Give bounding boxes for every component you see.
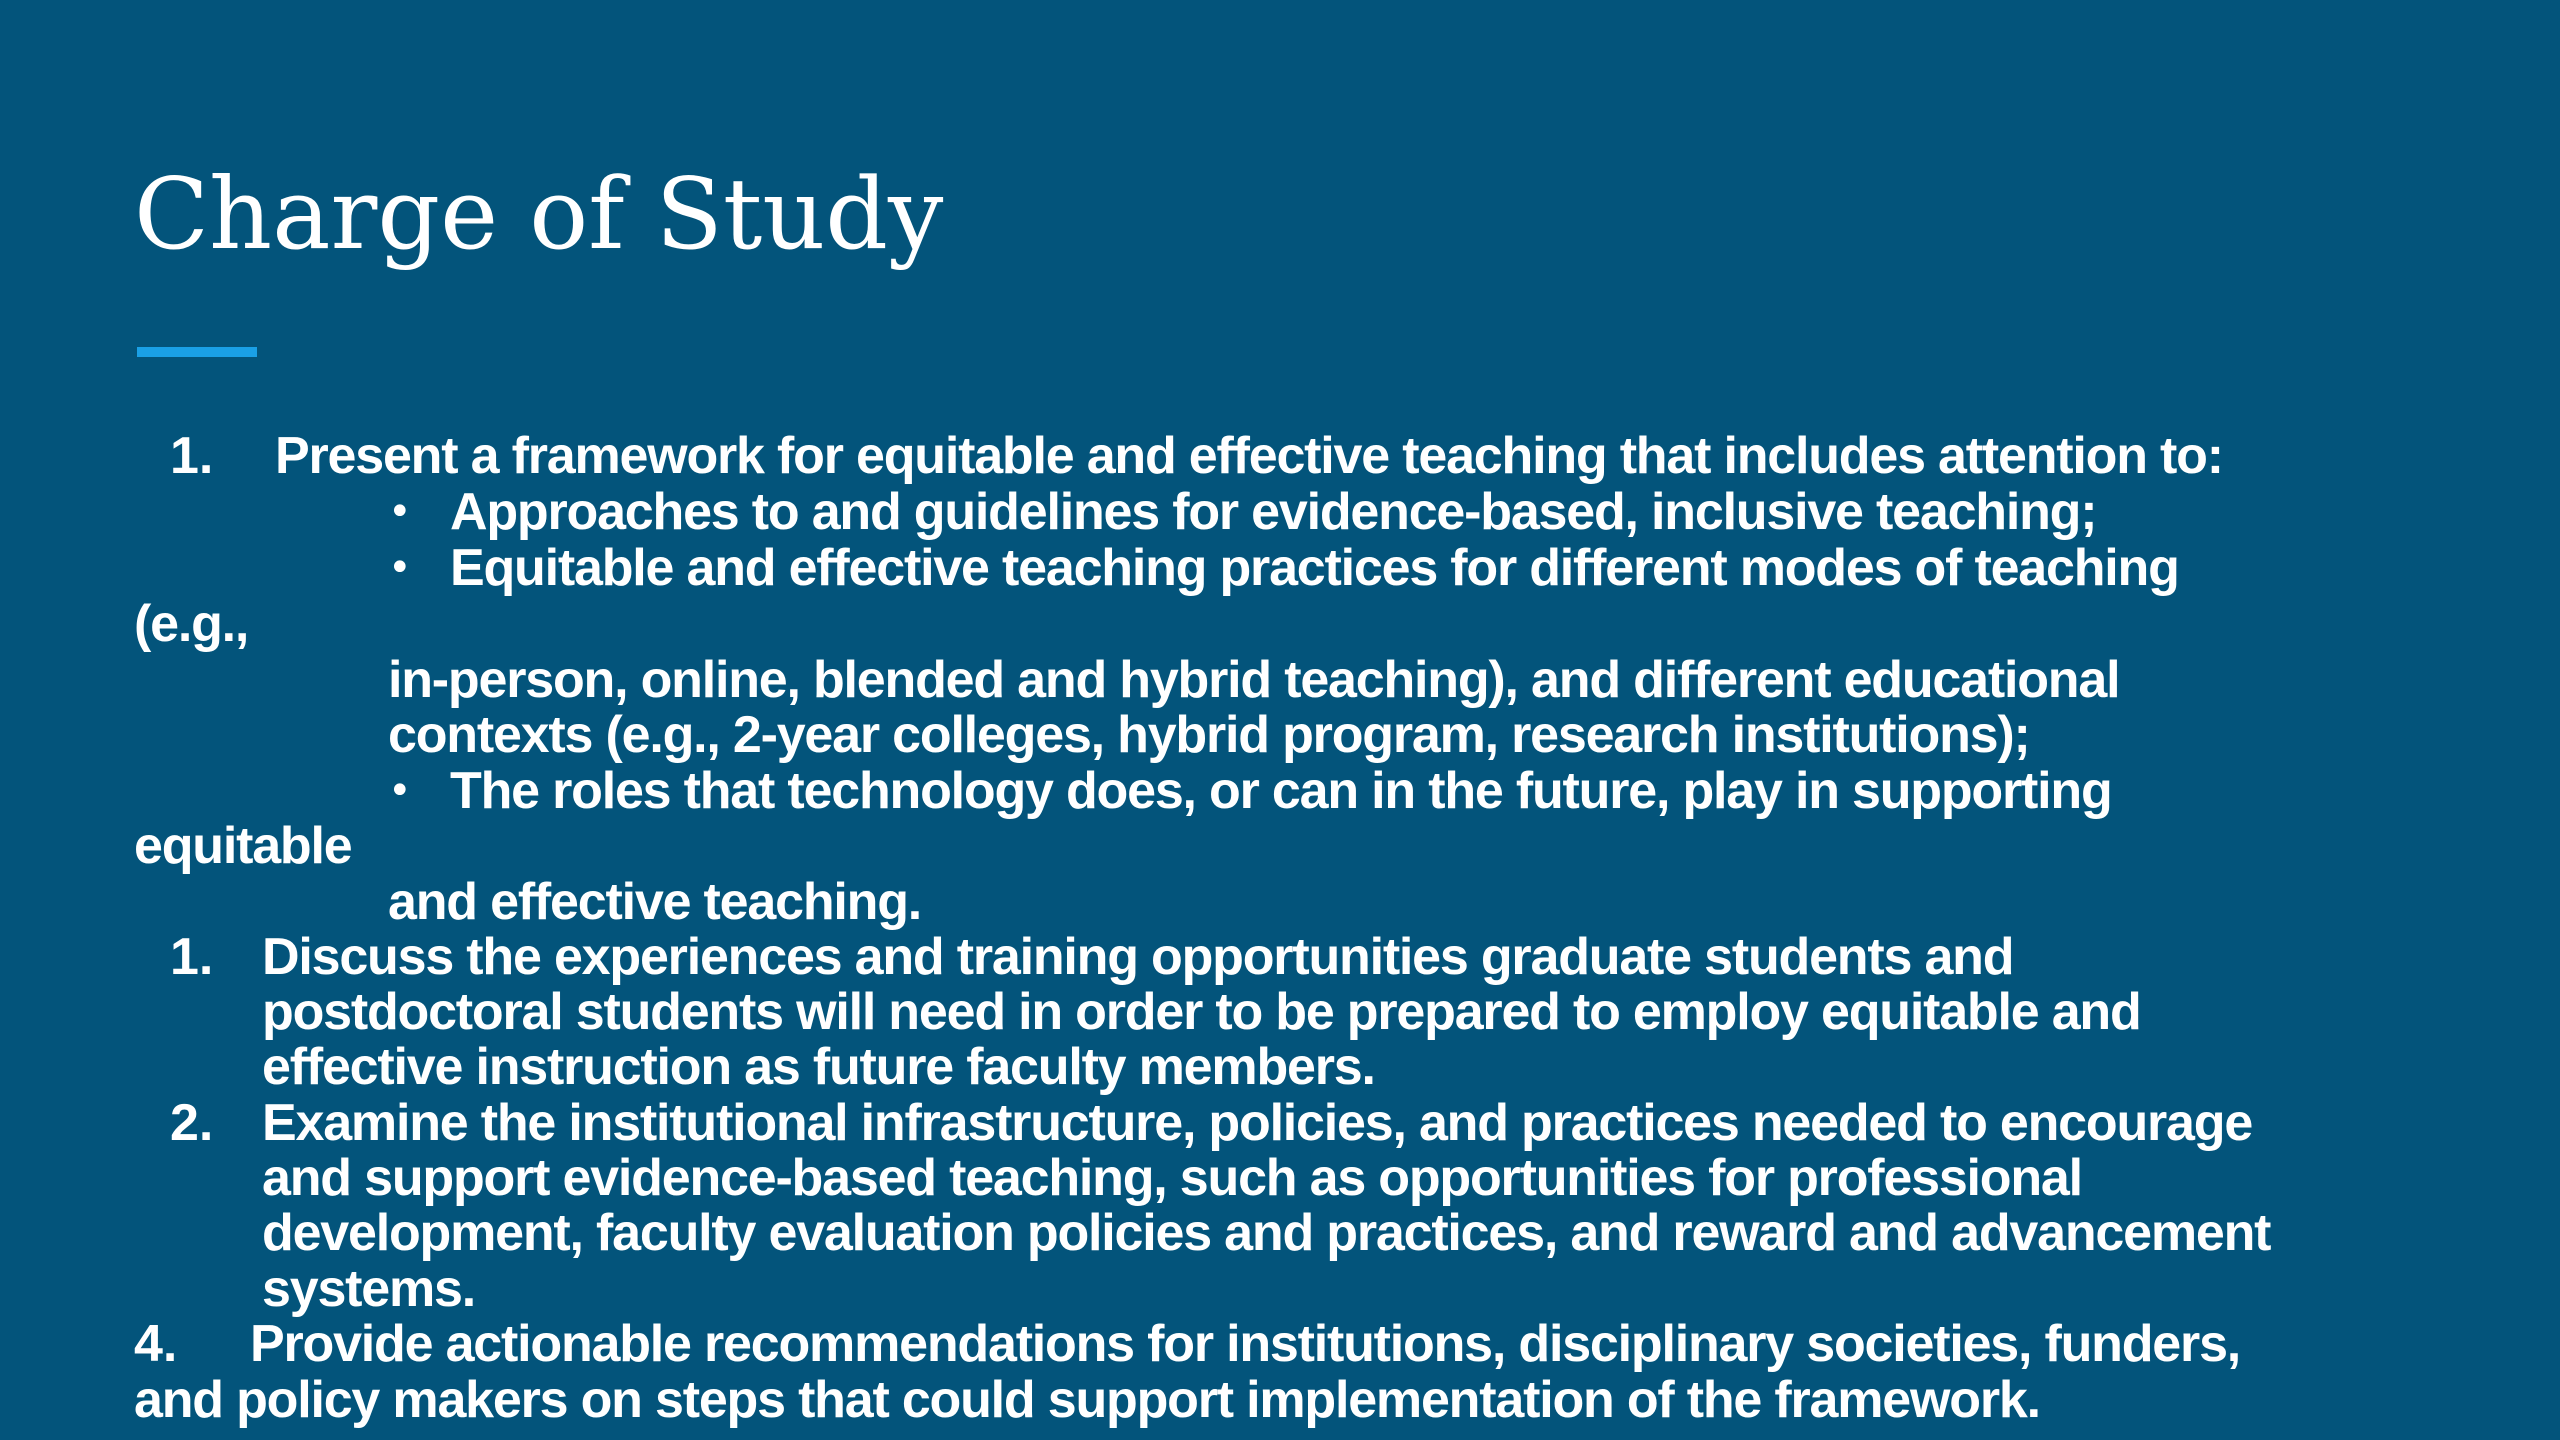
list-item-2-line-2: postdoctoral students will need in order to be prepared to employ equitable and — [262, 983, 2141, 1041]
list-marker-3: 2. — [170, 1094, 214, 1152]
list-item-1-line-1: Present a framework for equitable and effective teaching that includes attention to: — [275, 427, 2223, 485]
list-item-4-line-2: and policy makers on steps that could support implementation of the framework. — [134, 1371, 2040, 1429]
list-item-2-line-3: effective instruction as future faculty members. — [262, 1038, 1375, 1096]
list-item-3-line-4: systems. — [262, 1260, 475, 1318]
sub-bullet-3-line-3: and effective teaching. — [388, 873, 921, 931]
title-accent-rule — [137, 347, 257, 357]
sub-bullet-3-line-2: equitable — [134, 817, 352, 875]
list-item-3-line-3: development, faculty evaluation policies and practices, and reward and advancement — [262, 1204, 2271, 1262]
list-item-2-line-1: Discuss the experiences and training opportunities graduate students and — [262, 928, 2014, 986]
list-item-4-line-1: Provide actionable recommendations for institutions, disciplinary societies, funders, — [250, 1315, 2241, 1373]
sub-bullet-1-line-1: Approaches to and guidelines for evidence-based, inclusive teaching; — [450, 483, 2097, 541]
sub-bullet-2-line-2: (e.g., — [134, 595, 249, 653]
sub-bullet-2-line-1: Equitable and effective teaching practices for different modes of teaching — [450, 539, 2179, 597]
list-marker-2: 1. — [170, 928, 214, 986]
sub-bullet-2-line-4: contexts (e.g., 2-year colleges, hybrid program, research institutions); — [388, 706, 2030, 764]
bullet-icon: • — [388, 768, 412, 814]
slide-title: Charge of Study — [134, 158, 944, 272]
list-item-3-line-2: and support evidence-based teaching, such as opportunities for professional — [262, 1149, 2082, 1207]
list-marker-1: 1. — [170, 427, 214, 485]
list-item-3-line-1: Examine the institutional infrastructure, policies, and practices needed to encourage — [262, 1094, 2253, 1152]
sub-bullet-2-line-3: in-person, online, blended and hybrid teaching), and different educational — [388, 651, 2120, 709]
list-marker-4: 4. — [134, 1315, 178, 1373]
bullet-icon: • — [388, 489, 412, 535]
bullet-icon: • — [388, 545, 412, 591]
sub-bullet-3-line-1: The roles that technology does, or can in the future, play in supporting — [450, 762, 2112, 820]
